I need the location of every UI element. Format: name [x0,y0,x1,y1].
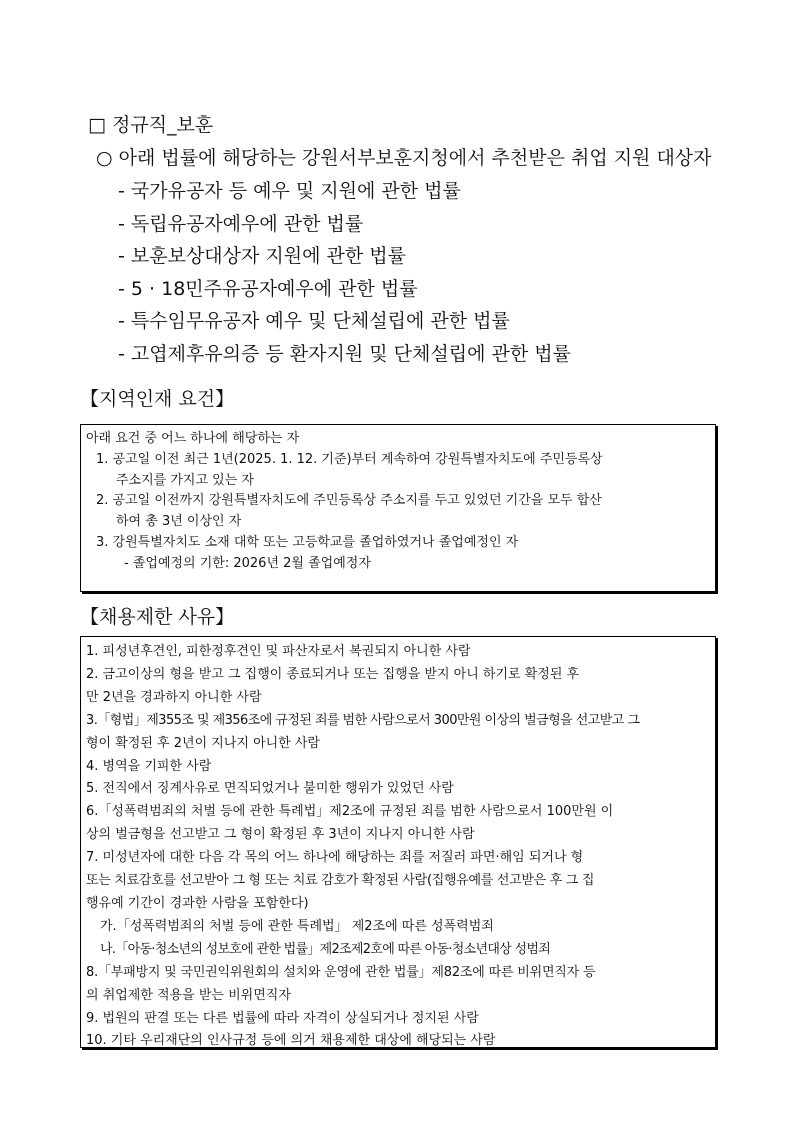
restriction-box [80,636,716,1048]
region-line: 1. 공고일 이전 최근 1년(2025. 1. 12. 기준)부터 계속하여 강원특별자치도에 주민등록상 [96,451,603,467]
region-line: - 졸업예정의 기한: 2026년 2월 졸업예정자 [124,555,371,571]
restriction-line: 또는 치료감호를 선고받아 그 형 또는 치료 감호가 확정된 사람(집행유예를 선고받은 후 그 집 [86,873,595,889]
region-line: 아래 요건 중 어느 하나에 해당하는 자 [86,431,300,446]
region-line: 하여 총 3년 이상인 자 [116,514,242,530]
restriction-line: 1. 피성년후견인, 피한정후견인 및 파산자로서 복권되지 아니한 사람 [86,644,471,659]
intro-text: ○ 아래 법률에 해당하는 강원서부보훈지청에서 추천받은 취업 지원 대상자 [96,147,712,169]
restriction-line: 행유예 기간이 경과한 사람을 포함한다) [86,895,309,911]
law-item: - 국가유공자 등 예우 및 지원에 관한 법률 [118,180,461,202]
law-item: - 특수임무유공자 예우 및 단체설립에 관한 법률 [118,310,510,333]
region-line: 2. 공고일 이전까지 강원특별자치도에 주민등록상 주소지를 두고 있었던 기간을 모두 합산 [96,493,602,509]
region-requirements-box [80,424,716,592]
section-title: □ 정규직_보훈 [88,114,214,136]
restriction-subline: 가.「성폭력범죄의 처벌 등에 관한 특례법」 제2조에 따른 성폭력범죄 [100,918,494,934]
restriction-line: 3.「형법」제355조 및 제356조에 규정된 죄를 범한 사람으로서 300만원 이상의 벌금형을 선고받고 그 [86,712,640,728]
restriction-heading: 【채용제한 사유】 [80,606,235,628]
restriction-line: 9. 법원의 판결 또는 다른 법률에 따라 자격이 상실되거나 정지된 사람 [86,1010,479,1026]
restriction-line: 5. 전직에서 징계사유로 면직되었거나 불미한 행위가 있었던 사람 [86,781,454,797]
restriction-line: 의 취업제한 적용을 받는 비위면직자 [86,987,291,1003]
restriction-subline: 나.「아동·청소년의 성보호에 관한 법률」제2조제2호에 따른 아동·청소년대상 성범죄 [100,941,551,957]
restriction-line: 형이 확정된 후 2년이 지나지 아니한 사람 [86,735,320,751]
restriction-line: 4. 병역을 기피한 사람 [86,758,212,774]
region-heading: 【지역인재 요건】 [80,388,235,410]
restriction-line: 만 2년을 경과하지 아니한 사람 [86,689,262,705]
restriction-line: 6.「성폭력범죄의 처벌 등에 관한 특례법」제2조에 규정된 죄를 범한 사람으로서 100만원 이 [86,804,614,820]
restriction-line: 상의 벌금형을 선고받고 그 형이 확정된 후 3년이 지나지 아니한 사람 [86,827,475,843]
region-line: 주소지를 가지고 있는 자 [116,472,254,488]
law-item: - 보훈보상대상자 지원에 관한 법률 [118,245,406,268]
restriction-line: 8.「부패방지 및 국민권익위원회의 설치와 운영에 관한 법률」제82조에 따른 비위면직자 등 [86,964,596,980]
law-item: - 고엽제후유의증 등 환자지원 및 단체설립에 관한 법률 [118,342,571,365]
region-line: 3. 강원특별자치도 소재 대학 또는 고등학교를 졸업하였거나 졸업예정인 자 [96,534,519,550]
restriction-line: 7. 미성년자에 대한 다음 각 목의 어느 하나에 해당하는 죄를 저질러 파면·해임 되거나 형 [86,850,584,866]
law-list [118,175,571,371]
restriction-line: 10. 기타 우리재단의 인사규정 등에 의거 채용제한 대상에 해당되는 사람 [86,1033,496,1049]
restriction-line: 2. 금고이상의 형을 받고 그 집행이 종료되거나 또는 집행을 받지 아니 하기로 확정된 후 [86,666,580,682]
law-item: - 5 · 18민주유공자예우에 관한 법률 [118,277,418,300]
law-item: - 독립유공자예우에 관한 법률 [118,212,364,235]
